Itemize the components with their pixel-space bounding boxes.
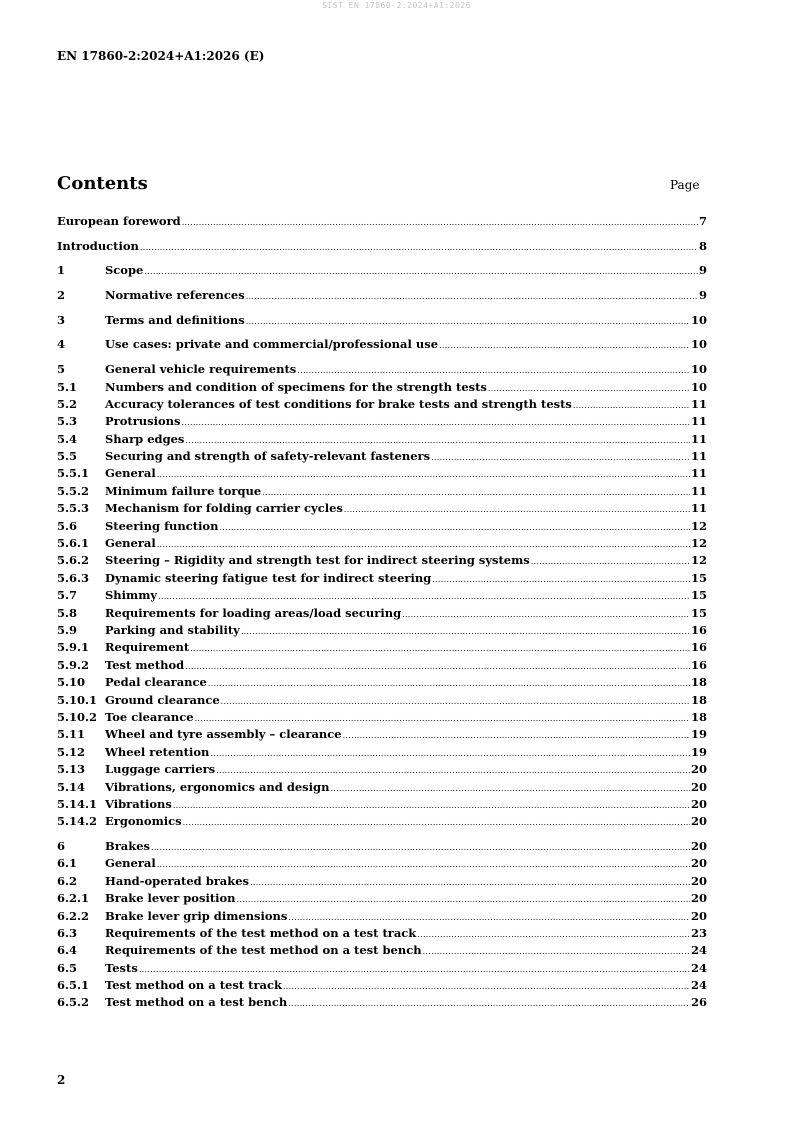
- toc-entry-page: 18: [690, 675, 707, 690]
- toc-entry[interactable]: [57, 796, 707, 813]
- toc-dot-leader: [488, 380, 690, 397]
- toc-entry[interactable]: [57, 448, 707, 465]
- toc-entry-number: 5.4: [57, 431, 78, 446]
- toc-dot-leader: [140, 239, 698, 256]
- toc-entry[interactable]: [57, 779, 707, 796]
- toc-entry-number: 5.10.2: [57, 709, 98, 724]
- toc-dot-leader: [344, 501, 690, 518]
- toc-dot-leader: [402, 606, 690, 623]
- toc-group: [57, 287, 707, 304]
- toc-entry[interactable]: [57, 925, 707, 942]
- toc-entry-page: 20: [690, 838, 707, 853]
- toc-entry-page: 11: [690, 414, 707, 429]
- toc-entry-number: 5.10: [57, 675, 86, 690]
- toc-entry-title: Normative references: [105, 288, 245, 303]
- toc-entry-title: Mechanism for folding carrier cycles: [105, 501, 343, 516]
- toc-entry-title: Use cases: private and commercial/professional use: [105, 337, 439, 352]
- page-number: 2: [57, 1073, 66, 1087]
- toc-entry[interactable]: [57, 726, 707, 743]
- toc-dot-leader: [190, 640, 690, 657]
- toc-entry-page: 10: [690, 312, 707, 327]
- toc-dot-leader: [283, 978, 690, 995]
- toc-entry[interactable]: [57, 890, 707, 907]
- toc-entry-title: Brake lever grip dimensions: [105, 908, 288, 923]
- toc-entry[interactable]: [57, 977, 707, 994]
- toc-entry[interactable]: [57, 361, 707, 378]
- toc-entry-page: 11: [690, 466, 707, 481]
- toc-entry-title: Shimmy: [105, 588, 158, 603]
- toc-group: [57, 213, 707, 230]
- toc-entry-title: Vibrations: [105, 796, 172, 811]
- toc-entry-number: 6.1: [57, 856, 78, 871]
- toc-entry-title: Scope: [105, 263, 144, 278]
- document-identifier: EN 17860-2:2024+A1:2026 (E): [57, 49, 265, 63]
- toc-entry-number: 5.7: [57, 588, 78, 603]
- toc-entry-title: Numbers and condition of specimens for the strength tests: [105, 379, 487, 394]
- toc-entry-number: 4: [57, 337, 66, 352]
- toc-entry-number: 5.6.3: [57, 570, 90, 585]
- toc-entry[interactable]: [57, 312, 707, 329]
- toc-entry-title: Protrusions: [105, 414, 181, 429]
- toc-entry[interactable]: [57, 838, 707, 855]
- toc-entry-number: 5.5: [57, 449, 78, 464]
- toc-entry-title: Steering function: [105, 518, 219, 533]
- toc-entry-page: 10: [690, 379, 707, 394]
- toc-entry-number: 5.6: [57, 518, 78, 533]
- toc-entry-page: 15: [690, 605, 707, 620]
- toc-entry-title: Introduction: [57, 238, 139, 253]
- toc-dot-leader: [250, 874, 690, 891]
- toc-entry-number: 2: [57, 288, 66, 303]
- toc-group: [57, 238, 707, 255]
- toc-entry-page: 24: [690, 960, 707, 975]
- toc-dot-leader: [158, 588, 690, 605]
- toc-entry-number: 5.6.1: [57, 536, 90, 551]
- toc-entry-number: 5: [57, 362, 66, 377]
- toc-entry-page: 20: [690, 908, 707, 923]
- toc-entry-title: Ground clearance: [105, 692, 220, 707]
- toc-entry-number: 6.5: [57, 960, 78, 975]
- toc-entry[interactable]: [57, 657, 707, 674]
- toc-entry-title: Toe clearance: [105, 709, 194, 724]
- toc-entry-number: 6.3: [57, 925, 78, 940]
- toc-entry[interactable]: [57, 744, 707, 761]
- toc-dot-leader: [173, 797, 690, 814]
- toc-entry-page: 11: [690, 483, 707, 498]
- toc-entry-title: European foreword: [57, 214, 181, 228]
- toc-dot-leader: [531, 553, 690, 570]
- toc-group: [57, 336, 707, 353]
- toc-entry-page: 20: [690, 856, 707, 871]
- toc-entry-number: 5.9: [57, 622, 78, 637]
- toc-dot-leader: [157, 466, 690, 483]
- toc-dot-leader: [246, 288, 698, 305]
- toc-entry-title: Brakes: [105, 838, 150, 853]
- toc-dot-leader: [439, 337, 690, 354]
- toc-entry-title: Minimum failure torque: [105, 483, 262, 498]
- toc-entry-title: Parking and stability: [105, 622, 240, 637]
- toc-entry-page: 16: [690, 640, 707, 655]
- toc-entry-title: General: [105, 466, 156, 481]
- toc-entry[interactable]: [57, 570, 707, 587]
- toc-dot-leader: [262, 484, 690, 501]
- toc-entry-title: Ergonomics: [105, 814, 182, 829]
- toc-entry-number: 5.11: [57, 727, 86, 742]
- toc-entry-number: 5.10.1: [57, 692, 98, 707]
- toc-dot-leader: [432, 571, 690, 588]
- toc-dot-leader: [139, 961, 690, 978]
- toc-entry[interactable]: [57, 413, 707, 430]
- toc-dot-leader: [151, 839, 690, 856]
- toc-entry-page: 20: [690, 779, 707, 794]
- toc-entry-number: 5.5.1: [57, 466, 90, 481]
- toc-dot-leader: [423, 943, 690, 960]
- toc-entry[interactable]: [57, 709, 707, 726]
- toc-entry-number: 5.2: [57, 396, 78, 411]
- toc-dot-leader: [185, 432, 690, 449]
- toc-entry-title: Requirements for loading areas/load securing: [105, 605, 402, 620]
- toc-entry[interactable]: [57, 960, 707, 977]
- toc-dot-leader: [330, 780, 690, 797]
- toc-entry-number: 5.14: [57, 779, 86, 794]
- toc-entry-page: 11: [690, 431, 707, 446]
- toc-dot-leader: [195, 710, 690, 727]
- toc-dot-leader: [210, 745, 690, 762]
- toc-dot-leader: [431, 449, 690, 466]
- toc-entry-title: Test method on a test track: [105, 978, 282, 993]
- toc-entry-page: 20: [690, 762, 707, 777]
- toc-entry[interactable]: [57, 605, 707, 622]
- toc-entry-title: Sharp edges: [105, 431, 185, 446]
- toc-entry-page: 9: [698, 288, 707, 303]
- toc-entry[interactable]: [57, 336, 707, 353]
- toc-entry[interactable]: [57, 855, 707, 872]
- toc-entry[interactable]: [57, 535, 707, 552]
- toc-entry-title: Securing and strength of safety-relevant fasteners: [105, 449, 431, 464]
- toc-entry-title: General: [105, 536, 156, 551]
- toc-entry-page: 11: [690, 396, 707, 411]
- toc-entry-title: Tests: [105, 960, 138, 975]
- toc-entry-number: 6.2: [57, 873, 78, 888]
- toc-dot-leader: [216, 762, 690, 779]
- toc-entry-page: 18: [690, 692, 707, 707]
- toc-group: [57, 312, 707, 329]
- toc-entry-title: Requirements of the test method on a test track: [105, 925, 417, 940]
- toc-entry-number: 5.9.1: [57, 640, 90, 655]
- toc-entry[interactable]: [57, 994, 707, 1011]
- toc-entry-page: 19: [690, 727, 707, 742]
- toc-entry-page: 7: [698, 214, 707, 228]
- toc-entry-page: 15: [690, 570, 707, 585]
- toc-entry-page: 20: [690, 891, 707, 906]
- toc-dot-leader: [181, 414, 690, 431]
- toc-entry-page: 19: [690, 744, 707, 759]
- toc-entry[interactable]: [57, 674, 707, 691]
- toc-entry[interactable]: [57, 587, 707, 604]
- toc-entry-number: 6.2.2: [57, 908, 90, 923]
- toc-entry[interactable]: [57, 287, 707, 304]
- toc-entry-title: General vehicle requirements: [105, 362, 297, 377]
- toc-entry[interactable]: [57, 500, 707, 517]
- toc-entry[interactable]: [57, 379, 707, 396]
- toc-entry-title: Test method: [105, 657, 185, 672]
- toc-entry[interactable]: [57, 213, 707, 230]
- toc-entry-number: 6.2.1: [57, 891, 90, 906]
- toc-entry-number: 5.3: [57, 414, 78, 429]
- page-column-label: Page: [670, 178, 700, 192]
- toc-dot-leader: [343, 727, 690, 744]
- toc-entry-title: Dynamic steering fatigue test for indirect steering: [105, 570, 432, 585]
- toc-entry-title: Hand-operated brakes: [105, 873, 250, 888]
- toc-dot-leader: [221, 693, 690, 710]
- toc-entry-title: Accuracy tolerances of test conditions for brake tests and strength tests: [105, 396, 572, 411]
- toc-dot-leader: [288, 909, 690, 926]
- toc-entry-page: 24: [690, 978, 707, 993]
- toc-entry-page: 24: [690, 943, 707, 958]
- toc-dot-leader: [144, 263, 698, 280]
- toc-group: [57, 262, 707, 279]
- toc-dot-leader: [297, 362, 690, 379]
- toc-entry-title: Test method on a test bench: [105, 995, 288, 1010]
- toc-entry[interactable]: [57, 692, 707, 709]
- toc-entry-page: 23: [690, 925, 707, 940]
- toc-entry-number: 5.5.2: [57, 483, 90, 498]
- toc-entry[interactable]: [57, 431, 707, 448]
- toc-entry[interactable]: [57, 552, 707, 569]
- toc-entry-page: 8: [698, 238, 707, 253]
- toc-dot-leader: [573, 397, 690, 414]
- toc-group: [57, 361, 707, 831]
- toc-dot-leader: [208, 675, 690, 692]
- toc-group: [57, 838, 707, 1012]
- toc-entry-title: Steering – Rigidity and strength test for indirect steering systems: [105, 553, 530, 568]
- toc-entry-number: 3: [57, 312, 66, 327]
- toc-entry-page: 11: [690, 501, 707, 516]
- toc-entry-number: 5.14.2: [57, 814, 98, 829]
- toc-dot-leader: [219, 519, 690, 536]
- toc-entry[interactable]: [57, 483, 707, 500]
- toc-dot-leader: [185, 658, 690, 675]
- toc-entry[interactable]: [57, 262, 707, 279]
- toc-entry[interactable]: [57, 465, 707, 482]
- toc-dot-leader: [157, 856, 690, 873]
- toc-entry-page: 10: [690, 337, 707, 352]
- toc-entry[interactable]: [57, 396, 707, 413]
- toc-entry-number: 1: [57, 263, 66, 278]
- toc-entry-number: 6.5.2: [57, 995, 90, 1010]
- toc-entry-page: 12: [690, 518, 707, 533]
- toc-entry-number: 5.6.2: [57, 553, 90, 568]
- toc-entry-number: 6: [57, 838, 66, 853]
- toc-entry-page: 12: [690, 553, 707, 568]
- toc-entry-title: Wheel and tyre assembly – clearance: [105, 727, 342, 742]
- toc-entry-title: Requirement: [105, 640, 190, 655]
- toc-entry-title: Wheel retention: [105, 744, 210, 759]
- toc-entry-page: 10: [690, 362, 707, 377]
- toc-dot-leader: [183, 814, 690, 831]
- toc-entry[interactable]: [57, 942, 707, 959]
- toc-entry-number: 5.14.1: [57, 796, 98, 811]
- toc-entry-page: 26: [690, 995, 707, 1010]
- toc-entry-page: 20: [690, 814, 707, 829]
- toc-entry-page: 16: [690, 657, 707, 672]
- toc-entry-title: Brake lever position: [105, 891, 236, 906]
- toc-entry-title: General: [105, 856, 156, 871]
- toc-entry-number: 5.8: [57, 605, 78, 620]
- toc-entry[interactable]: [57, 873, 707, 890]
- toc-entry-number: 5.12: [57, 744, 86, 759]
- toc-entry-title: Vibrations, ergonomics and design: [105, 779, 330, 794]
- toc-entry-number: 5.9.2: [57, 657, 90, 672]
- toc-entry[interactable]: [57, 639, 707, 656]
- toc-entry-title: Pedal clearance: [105, 675, 207, 690]
- toc-entry-number: 6.4: [57, 943, 78, 958]
- toc-entry-number: 5.1: [57, 379, 78, 394]
- toc-entry[interactable]: [57, 761, 707, 778]
- toc-entry-page: 18: [690, 709, 707, 724]
- toc-dot-leader: [417, 926, 690, 943]
- toc-entry[interactable]: [57, 238, 707, 255]
- contents-heading: Contents: [57, 173, 148, 194]
- toc-entry[interactable]: [57, 908, 707, 925]
- watermark: SIST EN 17860-2:2024+A1:2026: [322, 1, 471, 10]
- toc-entry-page: 20: [690, 873, 707, 888]
- toc-entry[interactable]: [57, 622, 707, 639]
- toc-entry[interactable]: [57, 518, 707, 535]
- toc-entry-page: 16: [690, 622, 707, 637]
- toc-entry-title: Requirements of the test method on a test bench: [105, 943, 422, 958]
- toc-dot-leader: [246, 313, 690, 330]
- toc-dot-leader: [241, 623, 690, 640]
- toc-entry-number: 5.5.3: [57, 501, 90, 516]
- toc-entry-page: 20: [690, 796, 707, 811]
- toc-dot-leader: [288, 995, 690, 1012]
- toc-entry-title: Terms and definitions: [105, 312, 245, 327]
- toc-entry-page: 11: [690, 449, 707, 464]
- toc-entry-title: Luggage carriers: [105, 762, 216, 777]
- toc-dot-leader: [157, 536, 690, 553]
- toc-dot-leader: [182, 214, 698, 231]
- toc-dot-leader: [237, 891, 690, 908]
- toc-entry-page: 12: [690, 536, 707, 551]
- toc-entry-number: 6.5.1: [57, 978, 90, 993]
- table-of-contents: [57, 213, 707, 1012]
- toc-entry-number: 5.13: [57, 762, 86, 777]
- toc-entry-page: 9: [698, 263, 707, 278]
- toc-entry-page: 15: [690, 588, 707, 603]
- toc-entry[interactable]: [57, 813, 707, 830]
